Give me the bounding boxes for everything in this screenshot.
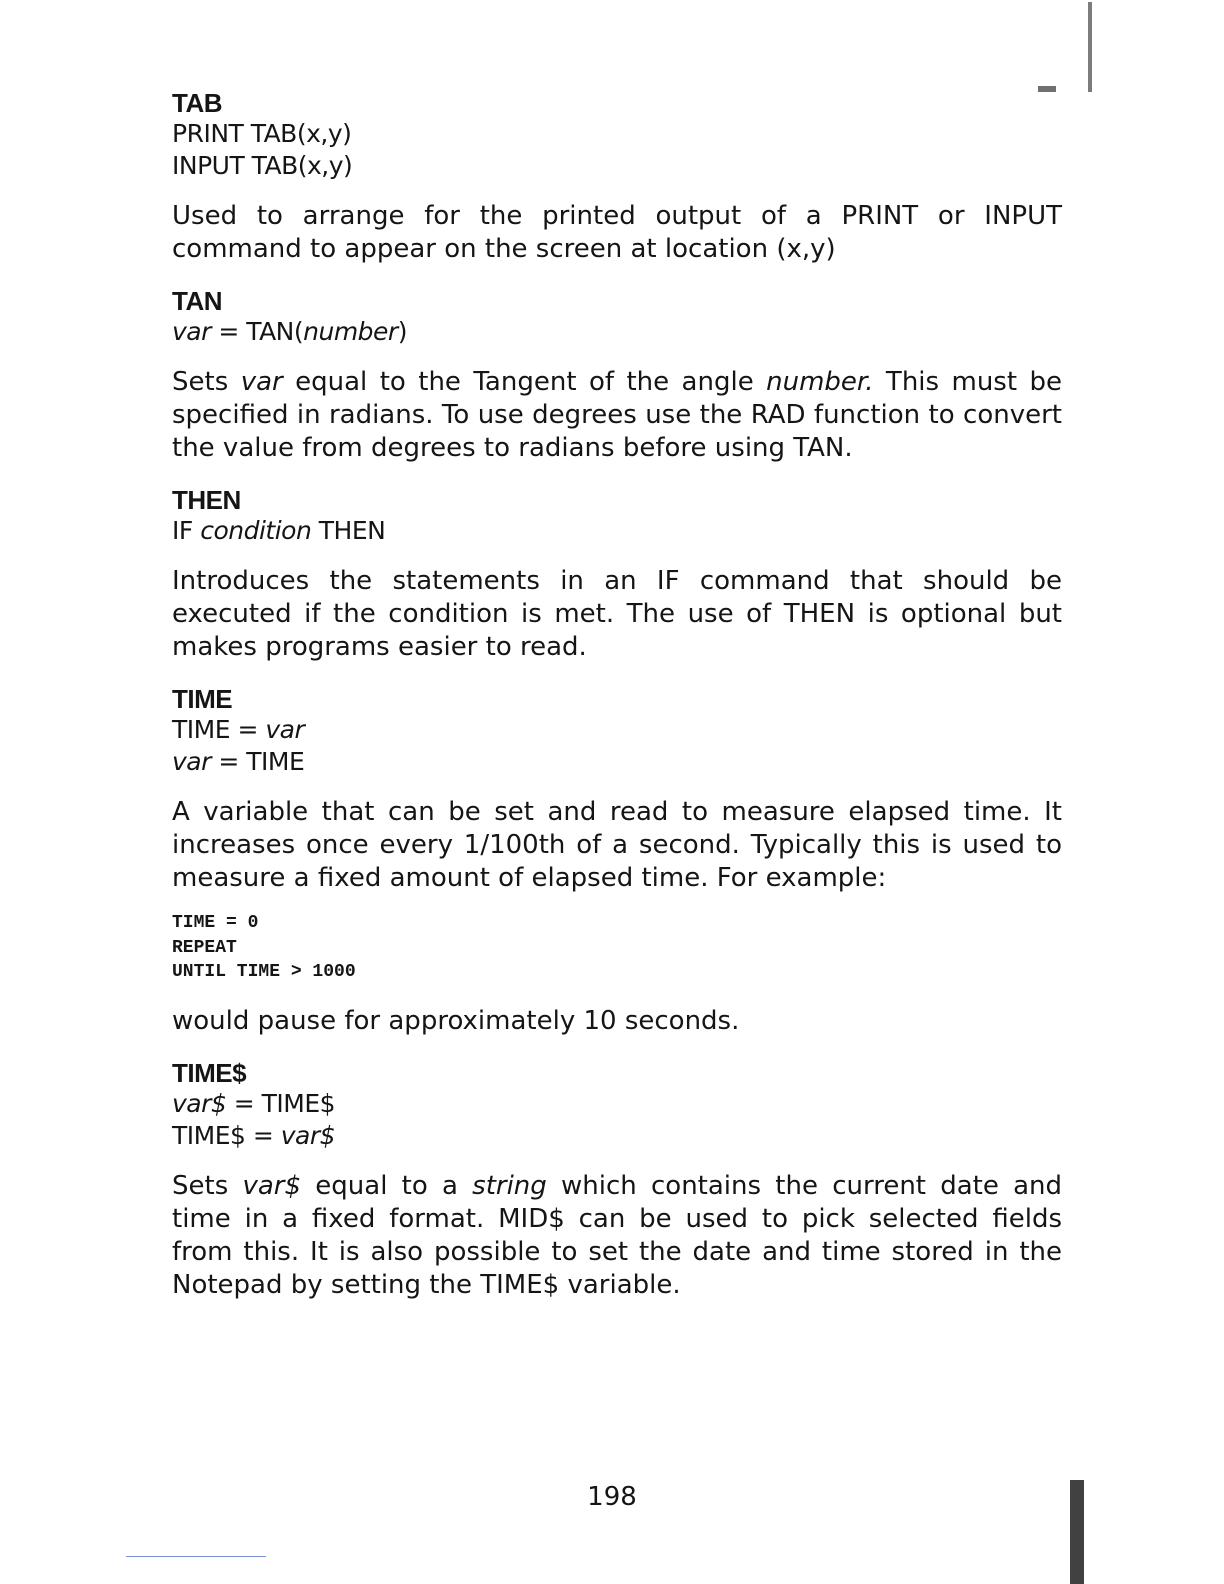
entry-then bbox=[172, 485, 1062, 664]
syntax-line: PRINT TAB(x,y) bbox=[172, 119, 352, 148]
entry-time-string bbox=[172, 1058, 1062, 1302]
keyword-heading: TIME$ bbox=[172, 1057, 247, 1088]
entry-tab bbox=[172, 88, 1062, 266]
entry-tan bbox=[172, 286, 1062, 465]
entry-description: A variable that can be set and read to measure elapsed time. It increases once every 1/100th of a second. Typically this is used to measure a fixed amount of elapsed time. For example: bbox=[172, 797, 1062, 893]
syntax-line: var$ = TIME$ bbox=[172, 1088, 336, 1118]
syntax-line: TIME$ = var$ bbox=[172, 1120, 336, 1150]
scan-artifact bbox=[1038, 86, 1056, 92]
entry-time bbox=[172, 684, 1062, 1038]
syntax-line: var = TIME bbox=[172, 747, 305, 776]
entry-description: Sets var equal to the Tangent of the angle number. This must be specified in radians. To use degrees use the RAD function to convert the value from degrees to radians before using TAN. bbox=[172, 367, 1062, 463]
syntax-line: IF condition THEN bbox=[172, 516, 386, 545]
manual-page bbox=[172, 88, 1062, 1302]
keyword-heading: THEN bbox=[172, 485, 241, 515]
code-line: UNTIL TIME > 1000 bbox=[172, 962, 356, 982]
syntax-line: INPUT TAB(x,y) bbox=[172, 151, 353, 180]
scan-artifact bbox=[1070, 1480, 1084, 1584]
code-line: REPEAT bbox=[172, 937, 237, 958]
page-number: 198 bbox=[587, 1482, 637, 1512]
keyword-heading: TIME bbox=[172, 684, 233, 714]
entry-description: Introduces the statements in an IF command that should be executed if the condition is met. The use of THEN is optional but makes programs easier to read. bbox=[172, 566, 1062, 662]
syntax-line: TIME = var bbox=[172, 715, 305, 744]
syntax-line: var = TAN(number) bbox=[172, 317, 407, 346]
scan-artifact bbox=[126, 1556, 266, 1557]
keyword-heading: TAB bbox=[172, 88, 223, 118]
entry-description: Sets var$ equal to a string which contains the current date and time in a fixed format. MID$ can be used to pick selected fields from this. It is also possible to set the date and time stored in the Notepad by setting the TIME$ variable. bbox=[172, 1170, 1062, 1300]
entry-note: would pause for approximately 10 seconds. bbox=[172, 1005, 740, 1036]
keyword-heading: TAN bbox=[172, 286, 223, 316]
code-line: TIME = 0 bbox=[172, 913, 259, 933]
scan-artifact bbox=[1088, 2, 1092, 92]
entry-description: Used to arrange for the printed output of a PRINT or INPUT command to appear on the screen at location (x,y) bbox=[172, 201, 1062, 264]
